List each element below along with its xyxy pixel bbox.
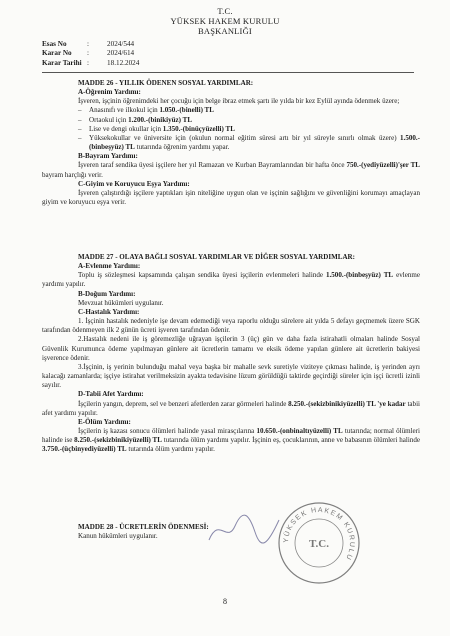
svg-text:YÜKSEK HAKEM KURULU	[283, 507, 355, 562]
article-26-title: MADDE 26 - YILLIK ÖDENEN SOSYAL YARDIMLAR:	[78, 79, 254, 87]
article-27-c-text-2: 2.Hastalık nedeni ile iş göremezliğe uğrayan işçilerin 3 (üç) gün ve daha fazla istirahatli olmaları halinde Sosyal Güvenlik Kurumunca ödeme yapılmayan günlere ait ücretlerin tamamı ve eksik ödeme yapılan günlere ait ücretlerin bakiyesi işverence ödenir.	[42, 335, 420, 362]
article-26-c-title: C-Giyim ve Koruyucu Eşya Yardımı:	[78, 179, 190, 188]
header-tc: T.C.	[217, 6, 233, 16]
meta-key: Karar Tarihi	[42, 58, 82, 67]
article-27-c-text-3: 3.İşçinin, iş yerinin bulunduğu mahal veya başka bir mahalle sevk suretiyle viziteye çıkması halinde, iş yerinden ayrı kalacağı zamanlarda; işçiye istirahat verilmeksizin ayakta tedavisine lüzum görüldüğü taktirde geçirdiği süreler için işçi ücretli izinli sayılır.	[42, 362, 420, 390]
list-item: – Yüksekokullar ve üniversite için (okulun normal eğitim süresi artı bir yıl süreyle sınırlı olmak üzere) 1.500.-(binbeşyüz) TL tutarında öğrenim yardımı yapar.	[78, 133, 420, 152]
meta-key: Esas No	[42, 40, 67, 48]
article-27-c-text-1: 1. İşçinin hastalık nedeniyle işe devam edemediği veya raporlu olduğu sürelere ait yılda 5 defayı geçmemek üzere SGK tarafından ödenmeyen ilk 2 günün ücreti işveren tarafından ödenir.	[42, 317, 420, 335]
article-26-b-title: B-Bayram Yardımı:	[78, 152, 138, 161]
meta-value: 2024/544	[107, 40, 135, 48]
meta-row-esas	[42, 40, 139, 49]
meta-colon: :	[87, 58, 89, 67]
article-28-text: Kanun hükümleri uygulanır.	[78, 532, 158, 541]
meta-row-tarih	[42, 59, 139, 68]
meta-colon: :	[87, 40, 89, 48]
article-27-a-title: A-Evlenme Yardımı:	[78, 262, 141, 271]
article-27-b-text: Mevzuat hükümleri uygulanır.	[78, 298, 164, 307]
official-stamp	[276, 500, 362, 586]
meta-row-karar	[42, 49, 139, 58]
list-item: – Lise ve dengi okullar için 1.350.-(binüçyüzelli) TL	[78, 124, 235, 133]
list-item: – Anasınıfı ve ilkokul için 1.050.-(binelli) TL	[78, 106, 214, 115]
stamp-ring-text: YÜKSEK HAKEM KURULU	[282, 506, 356, 562]
article-27-e-text: İşçilerin iş kazası sonucu ölümleri halinde yasal mirasçılarına 10.650.-(onbinaltıyüzelli) TL tutarında; normal ölümleri halinde ise 8.250.-(sekizbinikiyüzelli) TL tutarında ölüm yardımı yapılır. İşçinin eş, çocuklarının, anne ve babasının ölümleri halinde 3.750.-(üçbinyediyüzelli) TL tutarında ölüm yardımı yapılır.	[42, 426, 420, 454]
article-26-a-title: A-Öğrenim Yardımı:	[78, 88, 141, 97]
case-meta	[42, 40, 139, 68]
signature-scribble	[205, 510, 285, 550]
list-item: – Ortaokul için 1.200.-(binikiyüz) TL	[78, 115, 193, 124]
article-27-d-text: İşçilerin yangın, deprem, sel ve benzeri afetlerden zarar görmeleri halinde 8.250.-(sekizbinikiyüzelli) TL 'ye kadar tabii afet yardımı yapılır.	[42, 399, 420, 417]
article-27-b-title: B-Doğum Yardımı:	[78, 289, 136, 298]
meta-key: Karar No	[42, 49, 72, 58]
stamp-center-text: T.C.	[309, 538, 329, 550]
article-27	[42, 253, 420, 454]
article-27-c-title: C-Hastalık Yardımı:	[78, 307, 140, 316]
article-27-a-text: Toplu iş sözleşmesi kapsamında çalışan sendika üyesi işçilerin evlenmeleri halinde 1.500.-(binbeşyüz) TL evlenme yardımı yapılır.	[42, 271, 420, 289]
page-number: 8	[223, 597, 227, 606]
article-26-a-text: İşveren, işçinin öğrenimdeki her çocuğu için belge ibraz etmek şartı ile yılda bir kez Eylül ayında ödenmek üzere;	[78, 97, 400, 106]
article-27-d-title: D-Tabii Afet Yardımı:	[78, 390, 144, 399]
header-divider	[42, 72, 414, 73]
header-institution: YÜKSEK HAKEM KURULU	[170, 16, 280, 26]
article-28-title: MADDE 28 - ÜCRETLERİN ÖDENMESİ:	[78, 523, 209, 531]
article-27-title: MADDE 27 - OLAYA BAĞLI SOSYAL YARDIMLAR VE DİĞER SOSYAL YARDIMLAR:	[78, 253, 355, 261]
article-26	[42, 79, 420, 207]
meta-value: 2024/614	[107, 49, 135, 58]
article-27-e-title: E-Ölüm Yardımı:	[78, 417, 131, 426]
header-department: BAŞKANLIĞI	[198, 26, 252, 36]
article-26-c-text: İşveren çalıştırdığı işçilere yaptıkları işin niteliğine uygun olan ve işçinin sağlığını ve güvenliğini korumayı amaçlayan giyim ve koruyucu eşya verir.	[42, 188, 420, 207]
article-26-b-text: İşveren taraf sendika üyesi işçilere her yıl Ramazan ve Kurban Bayramlarından bir hafta önce 750.-(yediyüzelli)'şer TL bayram harçlığı verir.	[42, 161, 420, 179]
meta-colon: :	[87, 49, 89, 58]
meta-value: 18.12.2024	[107, 58, 140, 67]
